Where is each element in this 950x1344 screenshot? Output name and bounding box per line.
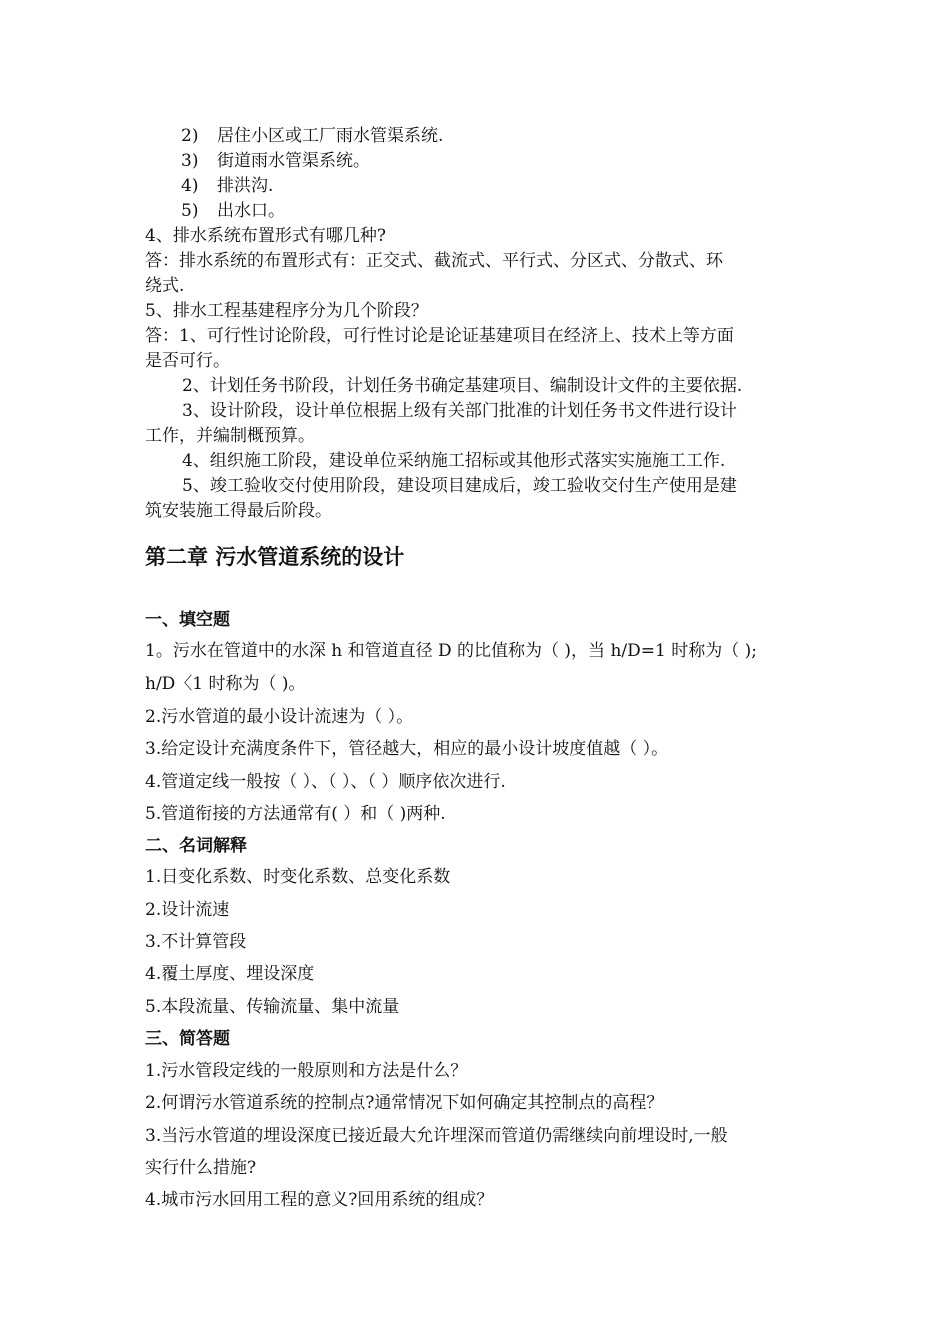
question-4: 4、排水系统布置形式有哪几种?	[145, 226, 386, 246]
list-item: 4.覆土厚度、埋设深度	[145, 964, 315, 984]
answer-5-stage-5-cont: 筑安装施工得最后阶段。	[145, 501, 332, 521]
list-item: 5.本段流量、传输流量、集中流量	[145, 997, 400, 1017]
section-title-definitions: 二、名词解释	[145, 836, 247, 856]
answer-5-stage-4: 4、组织施工阶段，建设单位采纳施工招标或其他形式落实实施施工工作.	[182, 451, 726, 471]
list-item: 2.设计流速	[145, 900, 230, 920]
answer-5-line-1: 答：1、可行性讨论阶段，可行性讨论是论证基建项目在经济上、技术上等方面	[145, 326, 734, 346]
list-item: 5.管道衔接的方法通常有( ）和（ )两种.	[145, 804, 446, 824]
list-item: 实行什么措施?	[145, 1158, 257, 1178]
answer-4-line-2: 绕式.	[145, 276, 185, 296]
list-item: 3) 街道雨水管渠系统。	[181, 151, 370, 171]
answer-5-stage-3: 3、设计阶段，设计单位根据上级有关部门批准的计划任务书文件进行设计	[182, 401, 737, 421]
chapter-title: 第二章 污水管道系统的设计	[145, 544, 405, 569]
section-title-fill-in: 一、填空题	[145, 610, 230, 630]
list-item: h/D〈1 时称为（ )。	[145, 674, 306, 694]
answer-5-stage-2: 2、计划任务书阶段，计划任务书确定基建项目、编制设计文件的主要依据.	[182, 376, 743, 396]
list-item: 1.污水管段定线的一般原则和方法是什么？	[145, 1061, 468, 1081]
answer-5-stage-3-cont: 工作，并编制概预算。	[145, 426, 315, 446]
list-item: 4) 排洪沟.	[181, 176, 274, 196]
answer-5-stage-5: 5、竣工验收交付使用阶段，建设项目建成后，竣工验收交付生产使用是建	[182, 476, 737, 496]
answer-4-line-1: 答：排水系统的布置形式有：正交式、截流式、平行式、分区式、分散式、环	[145, 251, 723, 271]
list-item: 4.管道定线一般按（ ）、（ ）、（ ）顺序依次进行.	[145, 772, 506, 792]
question-5: 5、排水工程基建程序分为几个阶段？	[145, 301, 428, 321]
list-item: 4.城市污水回用工程的意义?回用系统的组成？	[145, 1190, 494, 1210]
list-item: 1.日变化系数、时变化系数、总变化系数	[145, 867, 451, 887]
section-title-short-answer: 三、简答题	[145, 1029, 230, 1049]
list-item: 3.给定设计充满度条件下，管径越大，相应的最小设计坡度值越（ ）。	[145, 739, 669, 759]
list-item: 5) 出水口。	[181, 201, 285, 221]
list-item: 3.当污水管道的埋设深度已接近最大允许埋深而管道仍需继续向前埋设时,一般	[145, 1126, 728, 1146]
list-item: 2.何谓污水管道系统的控制点?通常情况下如何确定其控制点的高程？	[145, 1093, 664, 1113]
answer-5-line-2: 是否可行。	[145, 351, 230, 371]
list-item: 1。污水在管道中的水深 h 和管道直径 D 的比值称为（ )，当 h/D=1 时称为（ );	[145, 641, 757, 661]
list-item: 2) 居住小区或工厂雨水管渠系统.	[181, 126, 444, 146]
list-item: 3.不计算管段	[145, 932, 247, 952]
list-item: 2.污水管道的最小设计流速为（ ）。	[145, 707, 414, 727]
